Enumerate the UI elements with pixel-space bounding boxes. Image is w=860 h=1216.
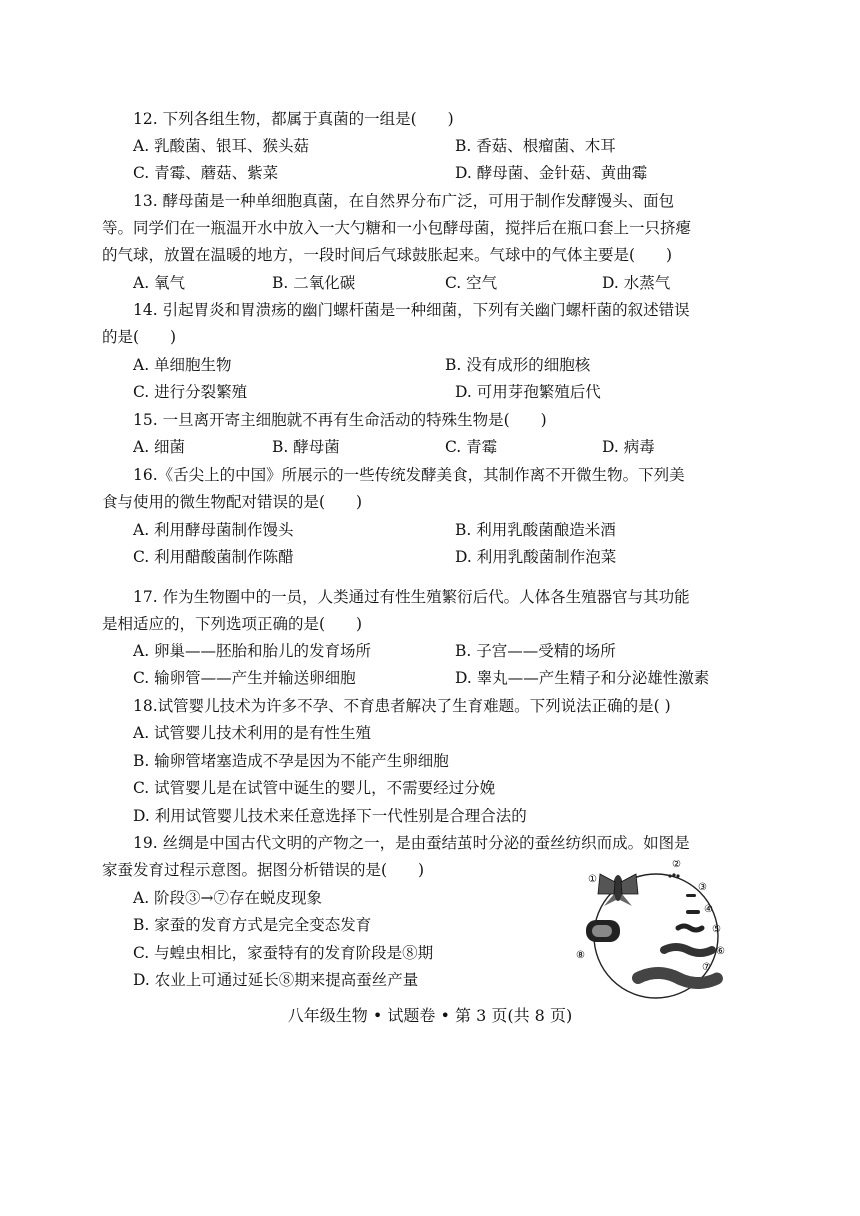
q15-option-b: B. 酵母菌: [272, 438, 340, 456]
q14-line1: 14. 引起胃炎和胃溃疡的幽门螺杆菌是一种细菌，下列有关幽门螺杆菌的叙述错误: [133, 301, 690, 319]
q19-option-b: B. 家蚕的发育方式是完全变态发育: [133, 916, 372, 934]
q17-option-a: A. 卵巢——胚胎和胎儿的发育场所: [133, 642, 372, 660]
stage-label-2: ②: [672, 860, 681, 870]
q19-option-c: C. 与蝗虫相比，家蚕特有的发育阶段是⑧期: [133, 944, 434, 962]
stage-label-8: ⑧: [576, 950, 585, 961]
q16-line2: 食与使用的微生物配对错误的是( ): [102, 493, 363, 511]
q14-option-c: C. 进行分裂繁殖: [133, 383, 248, 401]
larva-medium-icon: [686, 910, 700, 914]
pupa-highlight: [592, 925, 612, 937]
q12-option-c: C. 青霉、蘑菇、紫菜: [133, 164, 279, 182]
q16-option-d: D. 利用乳酸菌制作泡菜: [455, 548, 617, 566]
stage-label-7: ⑦: [702, 962, 711, 973]
q17-option-b: B. 子宫——受精的场所: [455, 642, 616, 660]
q13-option-d: D. 水蒸气: [602, 274, 671, 292]
q18-option-d: D. 利用试管婴儿技术来任意选择下一代性别是合理合法的: [133, 807, 527, 825]
q18-option-b: B. 输卵管堵塞造成不孕是因为不能产生卵细胞: [133, 752, 449, 770]
q12-option-a: A. 乳酸菌、银耳、猴头菇: [133, 137, 310, 155]
q12-option-b: B. 香菇、根瘤菌、木耳: [455, 137, 616, 155]
stage-label-3: ③: [698, 882, 707, 893]
q13-line3: 的气球，放置在温暖的地方，一段时间后气球鼓胀起来。气球中的气体主要是( ): [102, 246, 673, 264]
stage-label-5: ⑤: [712, 924, 721, 935]
q19-line2: 家蚕发育过程示意图。据图分析错误的是( ): [102, 861, 425, 879]
stage-label-6: ⑥: [716, 946, 725, 957]
q14-option-a: A. 单细胞生物: [133, 356, 232, 374]
q13-option-c: C. 空气: [445, 274, 498, 292]
stage-label-4: ④: [704, 904, 713, 915]
q17-line1: 17. 作为生物圈中的一员，人类通过有性生殖繁衍后代。人体各生殖器官与其功能: [133, 588, 690, 606]
q12-stem: 12. 下列各组生物，都属于真菌的一组是( ): [133, 110, 454, 128]
q15-option-a: A. 细菌: [133, 438, 186, 456]
page-footer: 八年级生物 • 试题卷 • 第 3 页(共 8 页): [287, 1006, 573, 1025]
q16-option-b: B. 利用乳酸菌酿造米酒: [455, 521, 616, 539]
q14-option-b: B. 没有成形的细胞核: [445, 356, 591, 374]
q17-option-c: C. 输卵管——产生并输送卵细胞: [133, 669, 356, 687]
larva-large-icon: [664, 947, 712, 953]
q13-option-b: B. 二氧化碳: [272, 274, 356, 292]
larva-mature-icon: [638, 973, 718, 983]
q14-option-d: D. 可用芽孢繁殖后代: [455, 383, 601, 401]
q13-line2: 等。同学们在一瓶温开水中放入一大勺糖和一小包酵母菌，搅拌后在瓶口套上一只挤瘪: [102, 219, 692, 237]
larva-small-icon: [686, 894, 696, 897]
q16-line1: 16.《舌尖上的中国》所展示的一些传统发酵美食，其制作离不开微生物。下列美: [133, 466, 685, 484]
q15-stem: 15. 一旦离开寄主细胞就不再有生命活动的特殊生物是( ): [133, 411, 547, 429]
q17-option-d: D. 睾丸——产生精子和分泌雄性激素: [455, 669, 710, 687]
q16-option-a: A. 利用酵母菌制作馒头: [133, 521, 294, 539]
q16-option-c: C. 利用醋酸菌制作陈醋: [133, 548, 294, 566]
q19-line1: 19. 丝绸是中国古代文明的产物之一，是由蚕结茧时分泌的蚕丝纺织而成。如图是: [133, 834, 690, 852]
q19-option-a: A. 阶段③→⑦存在蜕皮现象: [133, 889, 323, 907]
q13-line1: 13. 酵母菌是一种单细胞真菌，在自然界分布广泛，可用于制作发酵馒头、面包: [133, 192, 675, 210]
q19-option-d: D. 农业上可通过延长⑧期来提高蚕丝产量: [133, 971, 419, 989]
stage-label-1: ①: [588, 874, 597, 885]
q12-option-d: D. 酵母菌、金针菇、黄曲霉: [455, 164, 648, 182]
q18-option-a: A. 试管婴儿技术利用的是有性生殖: [133, 724, 372, 742]
silkworm-lifecycle-figure: [574, 860, 736, 1008]
q15-option-d: D. 病毒: [602, 438, 655, 456]
q17-line2: 是相适应的，下列选项正确的是( ): [102, 615, 363, 633]
q13-option-a: A. 氧气: [133, 274, 186, 292]
q14-line2: 的是( ): [102, 328, 177, 346]
larva-icon: [678, 926, 702, 930]
q15-option-c: C. 青霉: [445, 438, 498, 456]
q18-stem: 18.试管婴儿技术为许多不孕、不育患者解决了生育难题。下列说法正确的是( ): [133, 697, 671, 715]
q18-option-c: C. 试管婴儿是在试管中诞生的婴儿，不需要经过分娩: [133, 779, 496, 797]
